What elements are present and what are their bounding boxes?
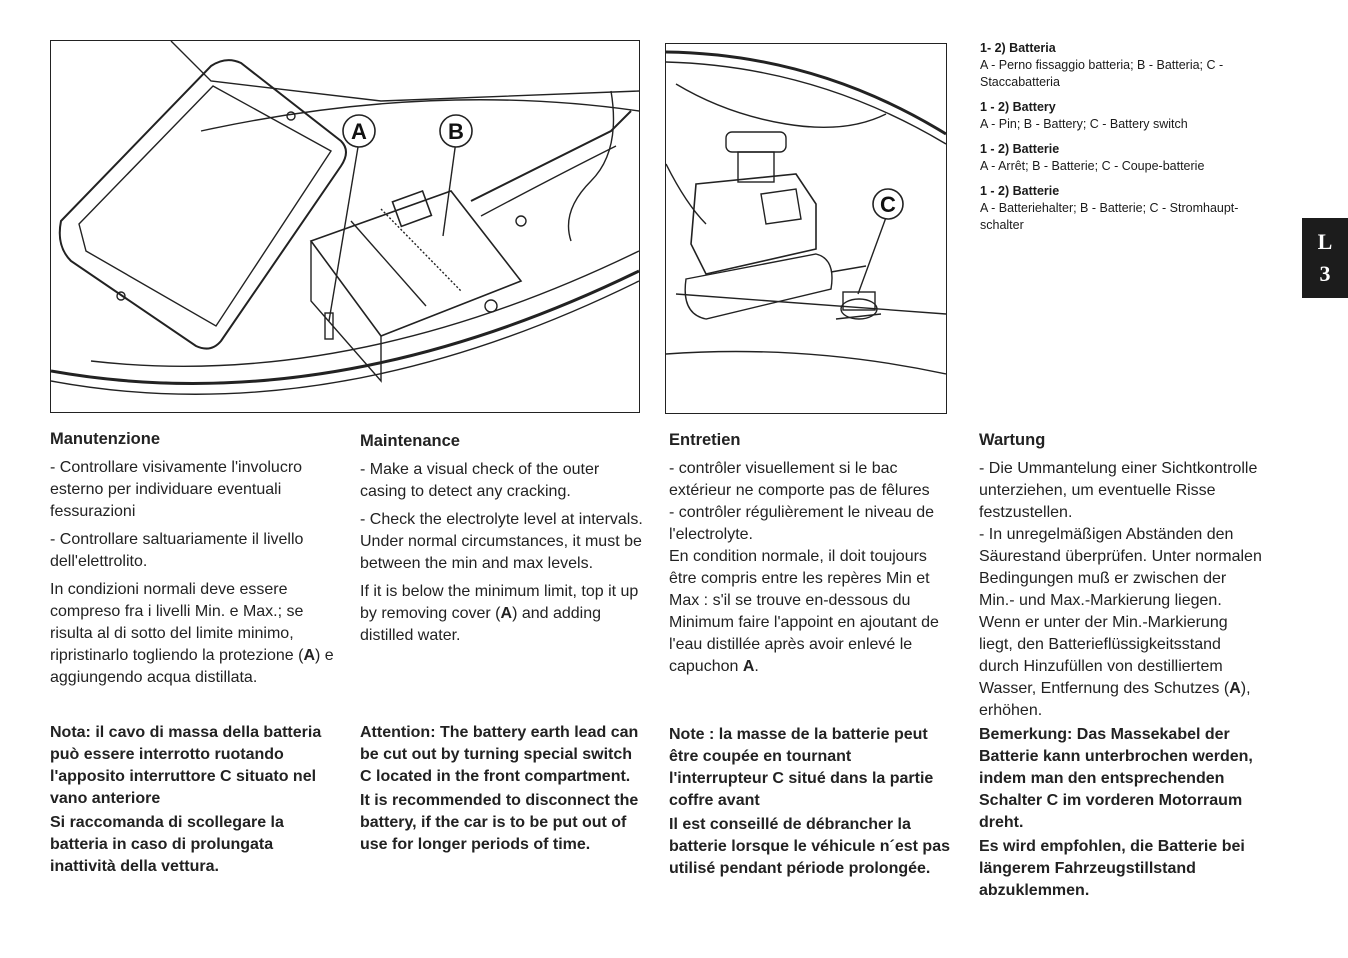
paragraph: - Check the electrolyte level at intervals. Under normal circumstances, it must be between the min and max levels. [360, 511, 643, 572]
note-paragraph: Note : la masse de la batterie peut être coupée en tournant l'interrupteur C situé dans la partie coffre avant [669, 726, 934, 809]
text: - In unregelmäßigen Abständen den Säurestand überprüfen. Unter normalen Bedingungen muß er zwischen der Min.- und Max.-Markierung liegen. Wenn er unter der Min.-Markierung liegt, den Batterieflüssigkeitsstand durch Hinzufüllen von destilliertem Wasser, Entfernung des Schutzes ( [979, 526, 1262, 697]
tab-number: 3 [1319, 261, 1331, 286]
bold-ref: A [742, 658, 755, 675]
note-paragraph: Si raccomanda di scollegare la batteria in caso di prolungata inattività della vettura. [50, 814, 284, 875]
paragraph: - contrôler visuellement si le bac extérieur ne comporte pas de fêlures [669, 460, 930, 499]
heading-italian: Manutenzione [50, 430, 160, 448]
paragraph: - Controllare visivamente l'involucro esterno per individuare eventuali fessurazioni [50, 459, 303, 520]
paragraph: - contrôler régulièrement le niveau de l'electrolyte. [669, 504, 935, 543]
body-english [360, 459, 644, 653]
caption-english [980, 99, 1280, 133]
body-italian [50, 457, 334, 695]
heading-french: Entretien [669, 431, 741, 449]
figure-caption [980, 40, 1280, 242]
caption-text: A - Batteriehalter; B - Batterie; C - Stromhaupt-schalter [980, 201, 1239, 232]
battery-switch-illustration [665, 43, 947, 414]
text: In condizioni normali deve essere compreso fra i livelli Min. e Max.; se risulta al di sotto del limite minimo, ripristinarlo togliendo la protezione ( [50, 581, 304, 664]
paragraph [50, 579, 334, 689]
label-a: A [351, 119, 367, 144]
tab-letter: L [1317, 229, 1333, 254]
caption-title: 1 - 2) Battery [980, 100, 1056, 114]
caption-title: 1 - 2) Batterie [980, 142, 1060, 156]
body-french [669, 458, 953, 684]
battery-compartment-illustration [50, 40, 640, 413]
caption-title: 1 - 2) Batterie [980, 184, 1060, 198]
note-paragraph: Es wird empfohlen, die Batterie bei längerem Fahrzeugstillstand abzuklemmen. [979, 838, 1245, 899]
caption-title: 1- 2) Batteria [980, 41, 1056, 55]
battery-switch-drawing [666, 44, 946, 413]
paragraph [979, 524, 1263, 722]
caption-text: A - Perno fissaggio batteria; B - Batteria; C - Staccabatteria [980, 58, 1224, 89]
caption-german [980, 183, 1280, 234]
note-italian [50, 722, 334, 880]
section-tab [1302, 218, 1348, 298]
paragraph [669, 546, 953, 678]
bold-ref: A [303, 647, 316, 664]
note-paragraph: Nota: il cavo di massa della batteria può essere interrotto ruotando l'apposito interruttore C situato nel vano anteriore [50, 724, 322, 807]
text: . [754, 658, 759, 675]
note-paragraph: Bemerkung: Das Massekabel der Batterie kann unterbrochen werden, indem man den entsprechenden Schalter C im vorderen Motorraum dreht. [979, 726, 1253, 831]
caption-french [980, 141, 1280, 175]
heading-german: Wartung [979, 431, 1046, 449]
paragraph: - Controllare saltuariamente il livello dell'elettrolito. [50, 531, 304, 570]
caption-italian [980, 40, 1280, 91]
text: ) e aggiungendo acqua distillata. [50, 647, 334, 686]
text: ), erhöhen. [979, 680, 1251, 719]
note-paragraph: Il est conseillé de débrancher la batterie lorsque le véhicule n´est pas utilisé pendant période prolongée. [669, 816, 950, 877]
note-paragraph: Attention: The battery earth lead can be cut out by turning special switch C located in the front compartment. [360, 724, 639, 785]
text: En condition normale, il doit toujours être compris entre les repères Min et Max : s'il se trouve en-dessous du Minimum faire l'appoint en ajoutant de l'eau distillée après avoir enlevé le capuchon [669, 548, 939, 675]
note-english [360, 722, 644, 858]
bold-ref: A [1229, 680, 1241, 697]
body-german [979, 458, 1263, 722]
caption-text: A - Pin; B - Battery; C - Battery switch [980, 117, 1188, 131]
label-c: C [880, 192, 896, 217]
paragraph [360, 581, 644, 647]
bold-ref: A [500, 605, 513, 622]
text: ) and adding distilled water. [360, 605, 602, 644]
paragraph: - Die Ummantelung einer Sichtkontrolle unterziehen, um eventuelle Risse festzustellen. [979, 460, 1258, 521]
note-german [979, 724, 1263, 904]
battery-compartment-drawing [51, 41, 639, 412]
heading-english: Maintenance [360, 432, 460, 450]
text: If it is below the minimum limit, top it up by removing cover ( [360, 583, 639, 622]
note-french [669, 724, 953, 882]
paragraph: - Make a visual check of the outer casing to detect any cracking. [360, 461, 600, 500]
label-b: B [448, 119, 464, 144]
caption-text: A - Arrêt; B - Batterie; C - Coupe-batterie [980, 159, 1205, 173]
note-paragraph: It is recommended to disconnect the battery, if the car is to be put out of use for longer periods of time. [360, 792, 639, 853]
